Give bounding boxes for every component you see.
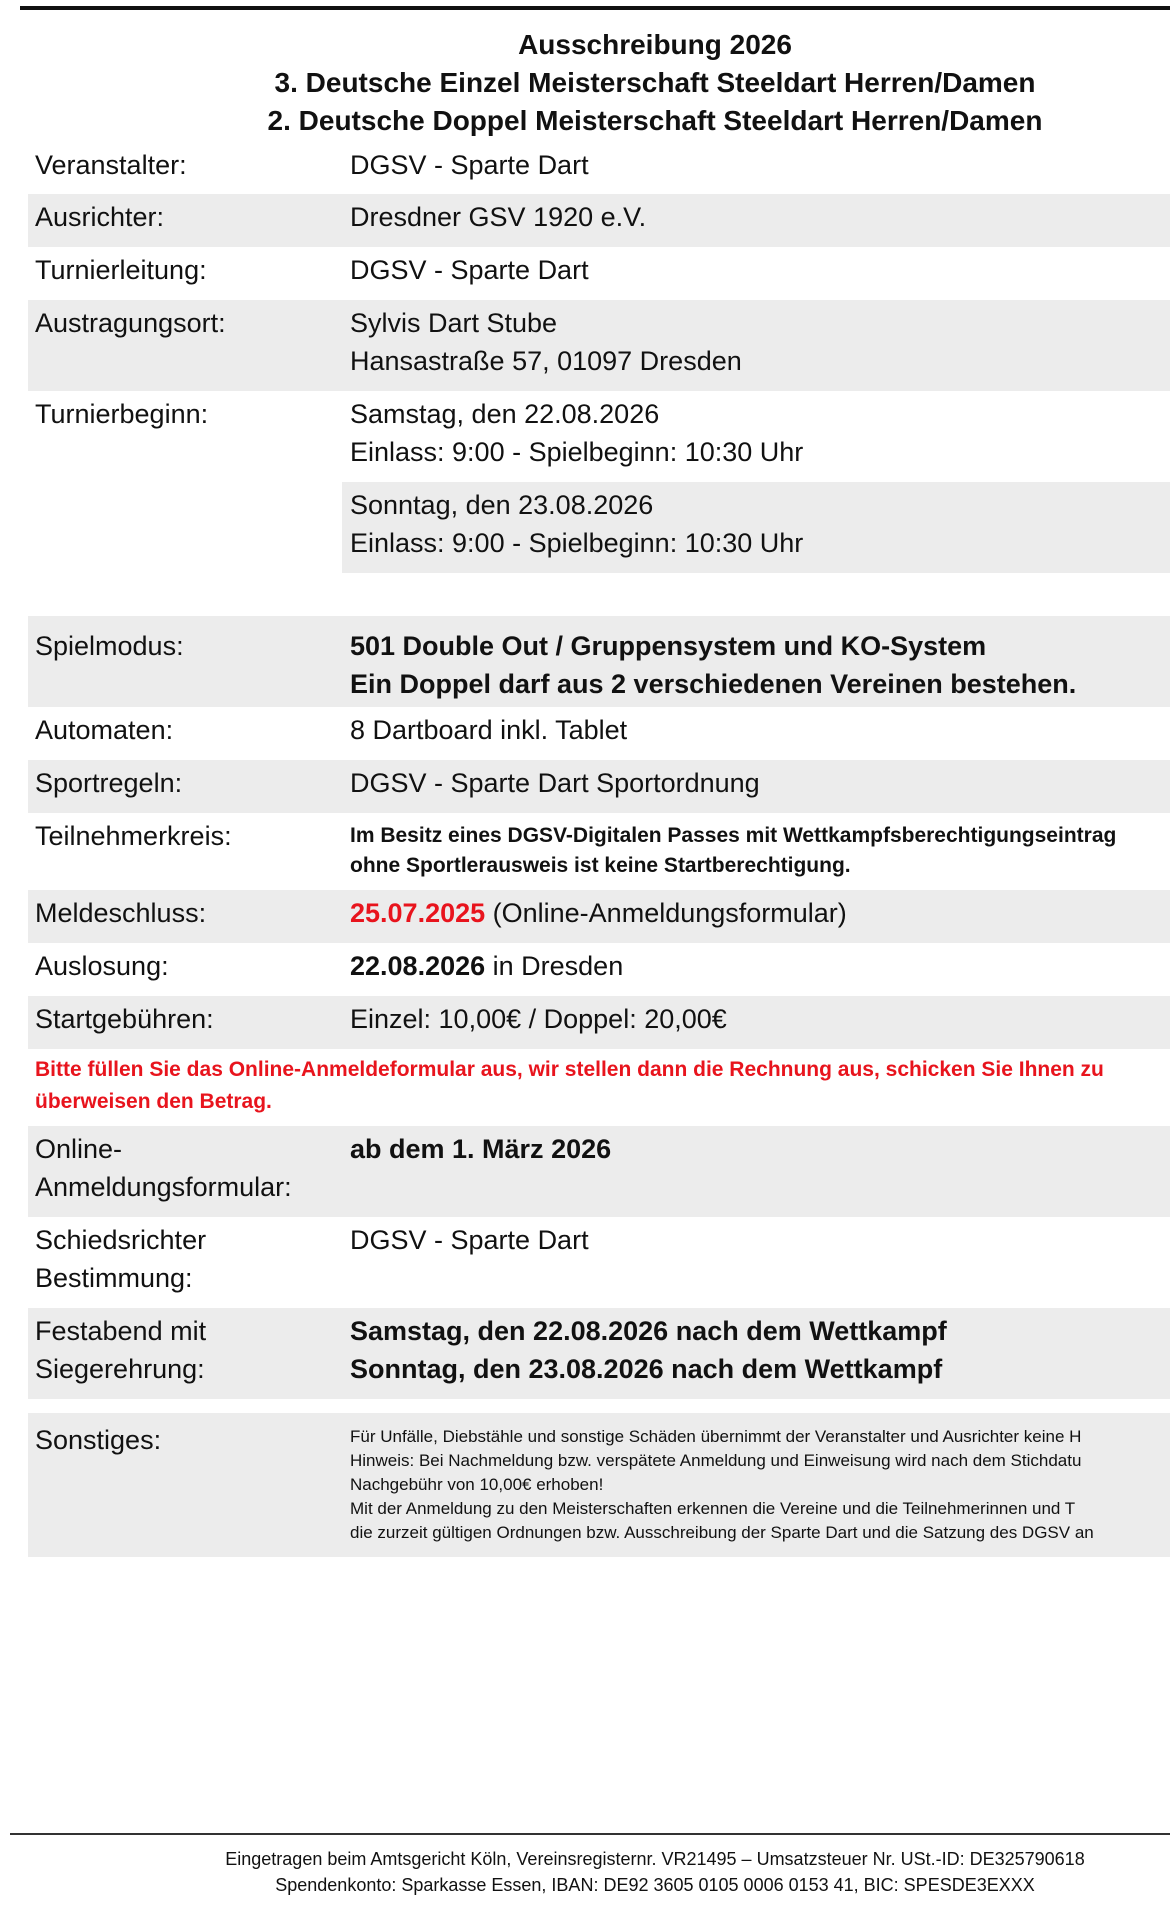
label-startgebuehren: Startgebühren: — [35, 1004, 214, 1034]
spielmodus-line2: Ein Doppel darf aus 2 verschiedenen Vereinen bestehen. — [350, 669, 1077, 699]
row-automaten — [28, 707, 1170, 760]
row-veranstalter — [28, 142, 1170, 194]
sonstiges-line5: die zurzeit gültigen Ordnungen bzw. Ausschreibung der Sparte Dart und die Satzung des DGSV an — [350, 1523, 1094, 1542]
sonstiges-line1: Für Unfälle, Diebstähle und sonstige Schäden übernimmt der Veranstalter und Ausrichter keine H — [350, 1427, 1082, 1446]
sonstiges-line2: Hinweis: Bei Nachmeldung bzw. verspätete Anmeldung und Einweisung wird nach dem Stichdatu — [350, 1451, 1082, 1470]
value-ausrichter: Dresdner GSV 1920 e.V. — [350, 202, 647, 232]
value-startgebuehren: Einzel: 10,00€ / Doppel: 20,00€ — [350, 1004, 727, 1034]
auslosung-date: 22.08.2026 — [350, 951, 486, 981]
row-turnierbeginn — [28, 391, 1170, 482]
notice-line1: Bitte füllen Sie das Online-Anmeldeformular aus, wir stellen dann die Rechnung aus, schicken Sie Ihnen zu — [35, 1058, 1104, 1081]
label-online-anmeldung: Online- Anmeldungsformular: — [35, 1134, 292, 1202]
label-sportregeln: Sportregeln: — [35, 768, 183, 798]
value-schiedsrichter: DGSV - Sparte Dart — [350, 1225, 589, 1255]
label-festabend: Festabend mit Siegerehrung: — [35, 1316, 207, 1384]
row-auslosung — [28, 943, 1170, 996]
row-spielmodus — [28, 616, 1170, 707]
row-online-anmeldung — [28, 1126, 1170, 1217]
top-rule — [20, 6, 1170, 10]
meldeschluss-date: 25.07.2025 — [350, 898, 486, 928]
day2-date: Sonntag, den 23.08.2026 — [350, 490, 654, 520]
value-auslosung — [350, 943, 1170, 996]
label-austragungsort: Austragungsort: — [35, 308, 226, 338]
label-automaten: Automaten: — [35, 715, 174, 745]
registration-notice — [35, 1054, 1170, 1118]
document-title: Ausschreibung 2026 — [518, 29, 792, 60]
venue-name: Sylvis Dart Stube — [350, 308, 558, 338]
row-teilnehmerkreis — [28, 813, 1170, 890]
label-meldeschluss: Meldeschluss: — [35, 898, 207, 928]
row-sportregeln — [28, 760, 1170, 813]
row-startgebuehren — [28, 996, 1170, 1049]
value-turnierleitung: DGSV - Sparte Dart — [350, 255, 589, 285]
row-turnierleitung — [28, 247, 1170, 300]
value-festabend — [350, 1308, 1170, 1399]
footer-rule — [10, 1833, 1170, 1835]
document-subtitle-doppel: 2. Deutsche Doppel Meisterschaft Steeldart Herren/Damen — [267, 105, 1043, 136]
row-turnierbeginn-day2 — [28, 482, 1170, 573]
row-schiedsrichter — [28, 1217, 1170, 1308]
footer — [0, 1846, 1170, 1898]
document-subtitle-einzel: 3. Deutsche Einzel Meisterschaft Steeldart Herren/Damen — [274, 67, 1036, 98]
row-festabend — [28, 1308, 1170, 1399]
footer-registry: Eingetragen beim Amtsgericht Köln, Vereinsregisternr. VR21495 – Umsatzsteuer Nr. USt.-ID: DE325790618 — [225, 1849, 1085, 1869]
value-turnierbeginn-day2 — [342, 482, 1170, 573]
day1-date: Samstag, den 22.08.2026 — [350, 399, 660, 429]
footer-bank: Spendenkonto: Sparkasse Essen, IBAN: DE92 3605 0105 0006 0153 41, BIC: SPESDE3EXXX — [275, 1875, 1035, 1895]
notice-line2: überweisen den Betrag. — [35, 1090, 272, 1113]
row-sonstiges — [28, 1413, 1170, 1557]
value-sonstiges — [350, 1413, 1170, 1557]
label-turnierbeginn: Turnierbeginn: — [35, 399, 209, 429]
meldeschluss-note: (Online-Anmeldungsformular) — [485, 898, 847, 928]
label-ausrichter: Ausrichter: — [35, 202, 165, 232]
document-header — [0, 26, 1170, 140]
label-auslosung: Auslosung: — [35, 951, 169, 981]
value-veranstalter: DGSV - Sparte Dart — [350, 150, 589, 180]
sonstiges-line4: Mit der Anmeldung zu den Meisterschaften erkennen die Vereine und die Teilnehmerinnen und T — [350, 1499, 1076, 1518]
auslosung-place: in Dresden — [485, 951, 624, 981]
value-automaten: 8 Dartboard inkl. Tablet — [350, 715, 628, 745]
value-austragungsort — [350, 300, 1170, 391]
value-meldeschluss — [350, 890, 1170, 943]
teilnehmerkreis-line1: Im Besitz eines DGSV-Digitalen Passes mit Wettkampfsberechtigungseintrag — [350, 824, 1117, 847]
extra-table — [28, 1126, 1170, 1557]
day2-times: Einlass: 9:00 - Spielbeginn: 10:30 Uhr — [350, 528, 804, 558]
day1-times: Einlass: 9:00 - Spielbeginn: 10:30 Uhr — [350, 437, 804, 467]
teilnehmerkreis-line2: ohne Sportlerausweis ist keine Startberechtigung. — [350, 854, 851, 877]
info-table — [28, 142, 1170, 573]
row-austragungsort — [28, 300, 1170, 391]
value-teilnehmerkreis — [350, 813, 1170, 890]
festabend-line1: Samstag, den 22.08.2026 nach dem Wettkampf — [350, 1316, 947, 1346]
festabend-line2: Sonntag, den 23.08.2026 nach dem Wettkampf — [350, 1354, 943, 1384]
label-teilnehmerkreis: Teilnehmerkreis: — [35, 821, 232, 851]
value-sportregeln: DGSV - Sparte Dart Sportordnung — [350, 768, 760, 798]
value-online-anmeldung: ab dem 1. März 2026 — [350, 1134, 612, 1164]
spielmodus-line1: 501 Double Out / Gruppensystem und KO-System — [350, 631, 987, 661]
row-meldeschluss — [28, 890, 1170, 943]
value-turnierbeginn-day1 — [350, 391, 1170, 482]
label-schiedsrichter: Schiedsrichter Bestimmung: — [35, 1225, 207, 1293]
row-ausrichter — [28, 194, 1170, 247]
details-table — [28, 616, 1170, 1049]
label-turnierleitung: Turnierleitung: — [35, 255, 207, 285]
value-spielmodus — [350, 623, 1170, 707]
label-sonstiges: Sonstiges: — [35, 1425, 162, 1455]
label-spielmodus: Spielmodus: — [35, 631, 184, 661]
label-veranstalter: Veranstalter: — [35, 150, 187, 180]
venue-address: Hansastraße 57, 01097 Dresden — [350, 346, 742, 376]
sonstiges-line3: Nachgebühr von 10,00€ erhoben! — [350, 1475, 604, 1494]
